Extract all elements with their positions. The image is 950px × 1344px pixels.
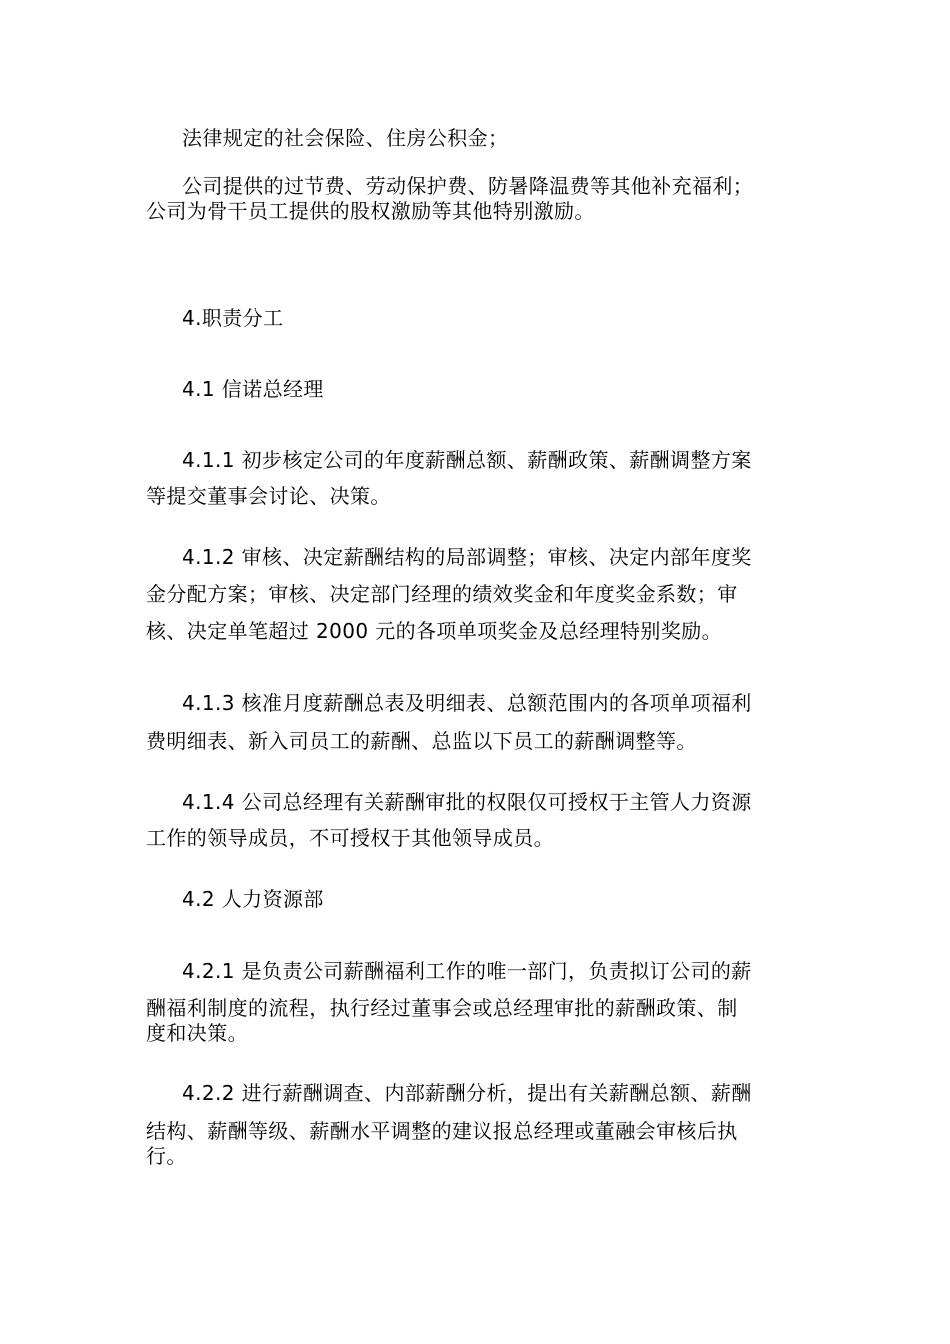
clause-4-1-4-line-2: 工作的领导成员，不可授权于其他领导成员。	[146, 826, 554, 850]
section-heading-4-2: 4.2 人力资源部	[182, 887, 324, 911]
clause-4-1-4-line-1: 4.1.4 公司总经理有关薪酬审批的权限仅可授权于主管人力资源	[182, 790, 752, 814]
section-heading-4-1: 4.1 信诺总经理	[182, 377, 324, 401]
clause-4-2-2-line-3: 行。	[146, 1144, 187, 1168]
clause-4-1-2-line-3: 核、决定单笔超过 2000 元的各项单项奖金及总经理特别奖励。	[146, 619, 723, 643]
paragraph-social-insurance: 法律规定的社会保险、住房公积金；	[182, 126, 509, 150]
clause-4-1-1-line-2: 等提交董事会讨论、决策。	[146, 484, 391, 508]
clause-4-1-3-line-2: 费明细表、新入司员工的薪酬、总监以下员工的薪酬调整等。	[146, 729, 697, 753]
section-heading-4: 4.职责分工	[182, 306, 284, 330]
clause-4-2-1-line-1: 4.2.1 是负责公司薪酬福利工作的唯一部门，负责拟订公司的薪	[182, 959, 752, 983]
clause-4-2-2-line-1: 4.2.2 进行薪酬调查、内部薪酬分析，提出有关薪酬总额、薪酬	[182, 1081, 752, 1105]
clause-4-1-2-line-2: 金分配方案；审核、决定部门经理的绩效奖金和年度奖金系数；审	[146, 582, 738, 606]
paragraph-supplementary-benefits-line-1: 公司提供的过节费、劳动保护费、防暑降温费等其他补充福利；	[182, 174, 754, 198]
clause-4-2-2-line-2: 结构、薪酬等级、薪酬水平调整的建议报总经理或董融会审核后执	[146, 1119, 738, 1143]
clause-4-1-1-line-1: 4.1.1 初步核定公司的年度薪酬总额、薪酬政策、薪酬调整方案	[182, 448, 752, 472]
paragraph-supplementary-benefits-line-2: 公司为骨干员工提供的股权激励等其他特别激励。	[146, 199, 595, 223]
clause-4-1-3-line-1: 4.1.3 核准月度薪酬总表及明细表、总额范围内的各项单项福利	[182, 691, 752, 715]
clause-4-1-2-line-1: 4.1.2 审核、决定薪酬结构的局部调整；审核、决定内部年度奖	[182, 545, 752, 569]
clause-4-2-1-line-3: 度和决策。	[146, 1021, 248, 1045]
clause-4-2-1-line-2: 酬福利制度的流程，执行经过董事会或总经理审批的薪酬政策、制	[146, 996, 738, 1020]
